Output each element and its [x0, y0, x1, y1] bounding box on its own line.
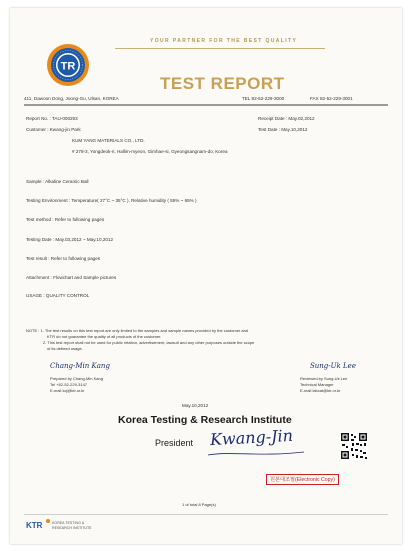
issue-date: May.10,2012	[182, 403, 209, 408]
customer-address: # 278-3, Yongdeok-ri, Hallim-myeon, Gimhae-si, Gyeongsangnam-do, Korea	[72, 149, 228, 154]
result-field: Test result : Refer to following pages	[26, 256, 101, 261]
note-line-1: NOTE : 1. The test results on this test report are only limited to the samples and sample names provided by the customer and	[26, 328, 249, 333]
reviewed-by: Reviewed by Sung-Uk Lee	[300, 376, 348, 381]
environment-field: Testing Environment : Temperature( 27°C ~ 35°C ), Relative humidity ( 55% ~ 65% )	[26, 198, 197, 203]
electronic-copy-stamp: 원본대조필(Electronic Copy)	[266, 474, 339, 485]
footer-subtitle-2: RESEARCH INSTITUTE	[52, 526, 92, 530]
header-divider	[24, 104, 388, 106]
institute-address: 411, Dawoon Dong, Joong-Gu, Ulsan, KOREA	[24, 96, 119, 101]
note-line-3: 2. This test report shall not be used for public relation, advertisement, lawsuit and any other purposes outside the scope	[43, 340, 255, 345]
report-number: Report No. : TAU-000293	[26, 116, 78, 121]
page-info: 1 of total 8 Page(s)	[182, 502, 216, 507]
institute-fax: FAX 82-52-229-3001	[310, 96, 353, 101]
footer-subtitle-1: KOREA TESTING &	[52, 521, 85, 525]
prepared-signature: Chang-Min Kang	[50, 362, 110, 370]
sample-field: Sample : Alkaline Ceramic Ball	[26, 179, 89, 184]
reviewed-role: Technical Manager	[300, 382, 334, 387]
note-line-4: of its defined usage.	[47, 346, 83, 351]
president-signature: Kwang-Jin	[209, 425, 294, 450]
footer-divider	[24, 514, 388, 515]
attachment-field: Attachment : Flowchart and Sample pictures	[26, 275, 117, 280]
note-line-2: KTR do not guarantee the quality of all products of the customer.	[47, 334, 162, 339]
footer-logo: KTR	[26, 521, 43, 530]
prepared-by: Prepared by Chang-Min Kang	[50, 376, 103, 381]
customer-name: Customer : Kwang-jin Park	[26, 127, 81, 132]
test-date: Test Date : May.10,2012	[258, 127, 308, 132]
institute-tel: TEL 82-52-229-3000	[242, 96, 285, 101]
slogan-divider	[115, 48, 325, 49]
reviewed-signature: Sung-Uk Lee	[310, 362, 356, 370]
reviewed-email: E-mail labcat@ktr.or.kr	[300, 388, 341, 393]
report-title: TEST REPORT	[160, 74, 285, 93]
usage-field: USAGE : QUALITY CONTROL	[26, 293, 90, 298]
customer-company: KUM YANG MATERIALS CO., LTD.	[72, 138, 145, 143]
svg-text:TR: TR	[60, 60, 76, 73]
method-field: Test method : Refer to following pages	[26, 217, 105, 222]
institute-name: Korea Testing & Research Institute	[118, 414, 292, 426]
president-label: President	[155, 438, 194, 448]
signature-stroke	[206, 448, 306, 458]
receipt-date: Receipt Date : May.02,2012	[258, 116, 315, 121]
qr-code-icon	[340, 432, 368, 460]
ktr-logo-icon	[46, 43, 90, 87]
prepared-email: E-mail kcj@ktr.or.kr	[50, 388, 85, 393]
slogan: YOUR PARTNER FOR THE BEST QUALITY	[150, 38, 298, 44]
test-report-page	[10, 8, 402, 544]
testing-date-field: Testing Date : May.03,2012 ~ May.10,2012	[26, 237, 114, 242]
footer-logo-dot-icon	[46, 519, 50, 523]
prepared-tel: Tel +82-52-229-3147	[50, 382, 88, 387]
